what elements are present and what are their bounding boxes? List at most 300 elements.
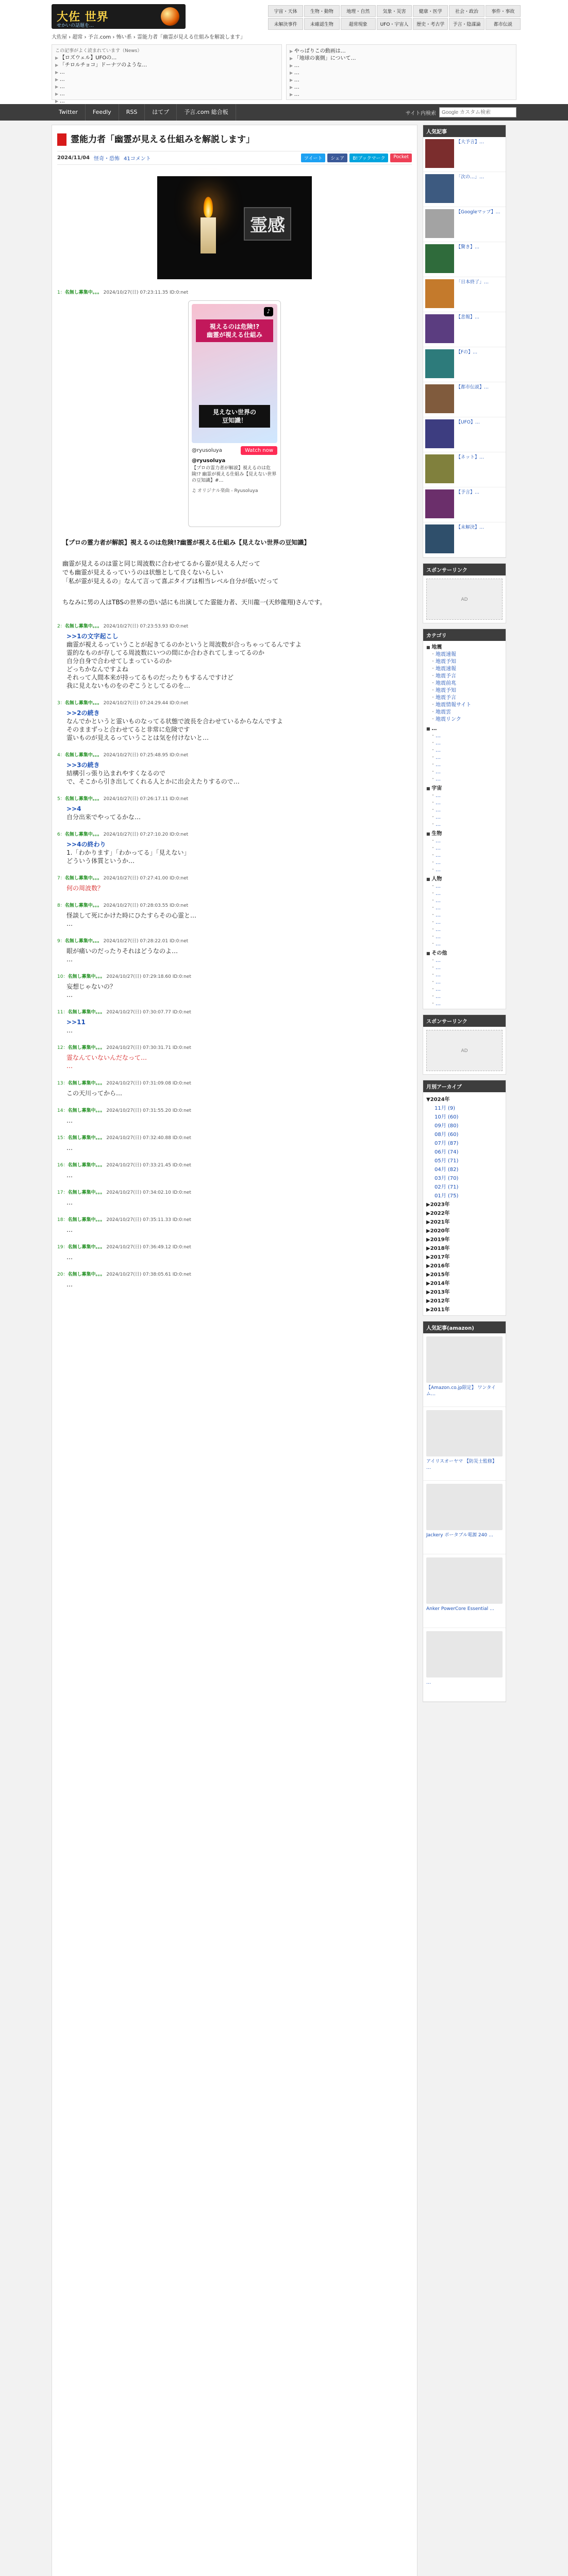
post-text: なんでかというと霊いものなってる状態で波長を合わせているからなんですよ そのままずっと合わせてると非常に危険です 霊いものが見えるっていうことは気を付けないと… (66, 718, 283, 741)
tiktok-handle[interactable]: @ryusoluya (192, 458, 226, 464)
category-item[interactable]: ・ … (426, 740, 503, 747)
post-body (66, 911, 412, 928)
comment-post (52, 1189, 417, 1207)
popular-article-title[interactable]: 【ネット】… (456, 455, 485, 460)
post-number: 17 (57, 1190, 63, 1195)
menu-link[interactable]: RSS (119, 104, 145, 121)
nav-item[interactable]: 超常現象 (341, 18, 376, 30)
nav-item[interactable]: 社会・政治 (449, 5, 484, 17)
link-item[interactable]: ▶ … (55, 91, 278, 98)
watch-now-button[interactable]: Watch now (241, 446, 277, 455)
intro-body: 幽霊が見えるのは霊と同じ周波数に合わせてるから霊が見える人だって でも幽霊が見えるっていうのは状態として良くないらしい 「私が霊が見えるの」なんて言って喜ぶタイプは相当レベル自分が低いだって (62, 560, 279, 585)
popular-article[interactable] (423, 487, 506, 522)
category-item[interactable]: ・ … (426, 776, 503, 783)
share-buttons (301, 154, 412, 162)
comment-post (52, 751, 417, 786)
site-logo[interactable] (52, 4, 186, 29)
post-number: 13 (57, 1081, 63, 1086)
category-group[interactable]: ■ … (426, 725, 503, 733)
link-box-title: この記事がよく読まれています（News） (55, 48, 142, 54)
archive-block (423, 1080, 506, 1316)
popular-article-title[interactable]: 【都市伝説】… (456, 385, 489, 390)
post-number: 20 (57, 1272, 63, 1277)
product-image[interactable] (426, 1336, 503, 1383)
post-header: 16：名無し募集中。。。 2024/10/27(日) 07:33:21.45 ID:0:net (57, 1163, 191, 1168)
article-thumbnail[interactable] (425, 454, 454, 483)
archive-year[interactable]: ▶2011年 (426, 1307, 450, 1313)
post-header: 19：名無し募集中。。。 2024/10/27(日) 07:36:49.12 ID:0:net (57, 1245, 191, 1250)
hatena-bookmark-button[interactable]: B!ブックマーク (349, 154, 388, 162)
link-item[interactable]: ▶ … (290, 62, 513, 70)
popular-article-title[interactable]: 【大予言】… (456, 140, 485, 145)
archive-year[interactable]: ▶2018年 (426, 1246, 450, 1251)
post-author: 名無し募集中。。。 (64, 753, 102, 758)
popular-article[interactable] (423, 207, 506, 242)
category-item[interactable]: ・ … (426, 897, 503, 905)
category-item[interactable]: ・ 地震予言 (426, 673, 503, 680)
post-header: 12：名無し募集中。。。 2024/10/27(日) 07:30:31.71 ID:0:net (57, 1045, 191, 1050)
post-author: 名無し募集中。。。 (68, 1190, 105, 1195)
comment-post (52, 1161, 417, 1179)
post-header: 15：名無し募集中。。。 2024/10/27(日) 07:32:40.88 ID:0:net (57, 1136, 191, 1141)
post-text: … (66, 1281, 73, 1288)
category-group[interactable]: ■ 地震 (426, 644, 503, 651)
link-item[interactable]: ▶ … (290, 77, 513, 84)
post-header: 9：名無し募集中。。。 2024/10/27(日) 07:28:22.01 ID:0:net (57, 939, 189, 944)
logo-subtitle: せかいの話題を… (57, 23, 94, 28)
tiktok-embed[interactable] (188, 300, 281, 527)
post-body (66, 1226, 412, 1234)
category-block (423, 629, 506, 1009)
tiktok-logo-icon: ♪ (264, 307, 273, 316)
popular-article-title[interactable]: 【Fの】… (456, 350, 478, 355)
nav-item[interactable]: 地理・自然 (341, 5, 376, 17)
post-anchor-link[interactable]: >>4 (66, 805, 81, 812)
link-item[interactable]: ▶ やっぱりこの動画は… (290, 48, 513, 55)
archive-month[interactable]: 05月 (71) (435, 1158, 459, 1164)
post-text: 自分出来でやってるかな… (66, 814, 141, 821)
post-number: 2 (57, 624, 60, 629)
menu-link[interactable]: 予言.com 総合板 (177, 104, 236, 121)
post-timestamp: 2024/10/27(日) 07:36:49.12 ID:0:net (106, 1245, 191, 1250)
tweet-button[interactable]: ツイート (301, 154, 326, 162)
archive-month[interactable]: 03月 (70) (435, 1176, 459, 1181)
post-body (66, 1198, 412, 1207)
article-category[interactable]: 怪奇・恐怖 (93, 156, 120, 162)
archive-year[interactable]: ▶2022年 (426, 1211, 450, 1216)
comment-post (52, 902, 417, 928)
category-group[interactable]: ■ 宇宙 (426, 785, 503, 792)
product-item[interactable] (423, 1407, 506, 1481)
category-item[interactable]: ・ … (426, 957, 503, 964)
link-item[interactable]: ▶ … (55, 69, 278, 76)
product-block (423, 1321, 506, 1702)
popular-article[interactable] (423, 522, 506, 557)
category-item[interactable]: ・ … (426, 852, 503, 859)
post-timestamp: 2024/10/27(日) 07:31:09.08 ID:0:net (106, 1081, 191, 1086)
post-body (66, 761, 412, 786)
category-item[interactable]: ・ 地震雲 (426, 709, 503, 716)
post-timestamp: 2024/10/27(日) 07:31:55.20 ID:0:net (106, 1108, 191, 1113)
post-text: … (66, 1226, 73, 1233)
article-date: 2024/11/04 (57, 155, 90, 161)
link-boxes (0, 42, 568, 104)
article-thumbnail[interactable] (425, 384, 454, 413)
link-list (290, 48, 513, 98)
archive-year[interactable]: ▶2012年 (426, 1298, 450, 1304)
nav-item[interactable]: UFO・宇宙人 (377, 18, 412, 30)
archive-year[interactable]: ▶2021年 (426, 1219, 450, 1225)
post-text: … (66, 1144, 73, 1151)
article-thumbnail[interactable] (425, 174, 454, 203)
nav-item[interactable]: 歴史・考古学 (413, 18, 448, 30)
post-header: 17：名無し募集中。。。 2024/10/27(日) 07:34:02.10 ID:0:net (57, 1190, 191, 1195)
category-item[interactable]: ・ … (426, 993, 503, 1001)
post-header: 6：名無し募集中。。。 2024/10/27(日) 07:27:10.20 ID:0:net (57, 832, 189, 837)
nav-item[interactable]: 都市伝説 (486, 18, 521, 30)
comment-post (52, 1134, 417, 1152)
product-image[interactable] (426, 1410, 503, 1456)
category-item[interactable]: ・ 地震前兆 (426, 680, 503, 687)
product-item[interactable] (423, 1333, 506, 1407)
post-timestamp: 2024/10/27(日) 07:24:29.44 ID:0:net (103, 701, 189, 706)
post-text: 何の周波数？ (66, 885, 104, 892)
article-thumbnail[interactable] (425, 244, 454, 273)
post-header: 1：名無し募集中。。。 2024/10/27(日) 07:23:11.35 ID:0:net (57, 290, 189, 295)
category-item[interactable]: ・ 地震情報サイト (426, 702, 503, 709)
comment-post (52, 1079, 417, 1097)
product-item[interactable] (423, 1481, 506, 1554)
post-number: 7 (57, 876, 60, 881)
product-image[interactable] (426, 1631, 503, 1677)
popular-article[interactable] (423, 347, 506, 382)
post-number: 9 (57, 939, 60, 944)
logo-sun-icon (161, 7, 179, 26)
post-text: … (66, 1199, 73, 1206)
link-item[interactable]: ▶ … (290, 84, 513, 91)
link-item[interactable]: ▶ 「チロルチョコ」ドーナツのような… (55, 62, 278, 69)
popular-article-title[interactable]: 【驚き】… (456, 245, 480, 250)
post-text: … (66, 1172, 73, 1179)
post-anchor-link[interactable]: >>4の終わり (66, 841, 106, 848)
nav-item[interactable]: 予言・陰謀論 (449, 18, 484, 30)
archive-month[interactable]: 11月 (9) (435, 1106, 456, 1111)
archive-title: 月別アーカイブ (423, 1080, 506, 1092)
article-hero-image (157, 176, 312, 279)
menu-bar (0, 104, 568, 121)
popular-article-title[interactable]: 「日本終了」… (456, 280, 489, 285)
comment-post (52, 1270, 417, 1289)
breadcrumb[interactable]: 大佐屋 › 超常 › 予言.com › 怖い系 › 霊能力者「幽霊が見える仕組みを解説します」 (0, 33, 568, 42)
category-item[interactable]: ・ 地震速報 (426, 651, 503, 658)
category-item[interactable]: ・ … (426, 919, 503, 926)
post-author: 名無し募集中。。。 (68, 1245, 105, 1250)
post-body (66, 1144, 412, 1152)
nav-item[interactable]: 気象・災害 (377, 5, 412, 17)
tiktok-caption: 【プロの霊力者が解説】視えるのは危険!? 幽霊が視える仕組み【見えない世界の豆知識】#… (192, 466, 277, 483)
nav-item[interactable]: 未解決事件 (268, 18, 303, 30)
category-item[interactable]: ・ … (426, 905, 503, 912)
post-author: 名無し募集中。。。 (64, 624, 102, 629)
article-thumbnail[interactable] (425, 419, 454, 448)
sidebar (423, 125, 506, 2576)
category-item[interactable]: ・ … (426, 941, 503, 948)
post-timestamp: 2024/10/27(日) 07:25:48.95 ID:0:net (103, 753, 189, 758)
popular-article[interactable] (423, 417, 506, 452)
post-author: 名無し募集中。。。 (68, 1081, 105, 1086)
archive-month[interactable]: 06月 (74) (435, 1149, 459, 1155)
post-number: 8 (57, 903, 60, 908)
popular-article[interactable] (423, 137, 506, 172)
article-thumbnail[interactable] (425, 489, 454, 518)
popular-article[interactable] (423, 242, 506, 277)
comment-post (52, 1216, 417, 1234)
article-thumbnail[interactable] (425, 314, 454, 343)
post-timestamp: 2024/10/27(日) 07:30:07.77 ID:0:net (106, 1010, 191, 1015)
popular-article-title[interactable]: 【未解決】… (456, 525, 485, 530)
category-item[interactable]: ・ … (426, 838, 503, 845)
category-item[interactable]: ・ … (426, 972, 503, 979)
product-title[interactable]: Anker PowerCore Essential … (426, 1606, 494, 1612)
archive-year[interactable]: ▶2016年 (426, 1263, 450, 1269)
post-anchor-link[interactable]: >>3の続き (66, 761, 100, 769)
archive-month[interactable]: 08月 (60) (435, 1132, 459, 1138)
post-header: 13：名無し募集中。。。 2024/10/27(日) 07:31:09.08 ID:0:net (57, 1081, 191, 1086)
category-group[interactable]: ■ 生物 (426, 831, 503, 838)
post-header: 8：名無し募集中。。。 2024/10/27(日) 07:28:03.55 ID:0:net (57, 903, 189, 908)
category-group[interactable]: ■ その他 (426, 950, 503, 957)
post-timestamp: 2024/10/27(日) 07:38:05.61 ID:0:net (106, 1272, 191, 1277)
post-timestamp: 2024/10/27(日) 07:27:41.00 ID:0:net (103, 876, 189, 881)
category-item[interactable]: ・ … (426, 761, 503, 769)
link-item[interactable]: ▶ 「地球の裏側」について… (290, 55, 513, 62)
popular-article-title[interactable]: 「次の…」… (456, 175, 485, 180)
archive-year[interactable]: ▶2023年 (426, 1202, 450, 1208)
post-author: 名無し募集中。。。 (64, 939, 102, 944)
archive-year[interactable]: ▼2024年 (426, 1097, 450, 1103)
nav-item[interactable]: 宇宙・天体 (268, 5, 303, 17)
article-thumbnail[interactable] (425, 524, 454, 553)
menu-link[interactable]: Feedly (86, 104, 119, 121)
post-text: 怪談して死にかけた時にひたすらその心霊と… … (66, 912, 197, 927)
link-item[interactable]: ▶ … (55, 76, 278, 83)
link-item[interactable]: ▶ … (55, 98, 278, 105)
facebook-share-button[interactable]: シェア (327, 154, 347, 162)
article-thumbnail[interactable] (425, 209, 454, 238)
article-thumbnail[interactable] (425, 279, 454, 308)
post-number: 16 (57, 1163, 63, 1168)
archive-month[interactable]: 04月 (82) (435, 1167, 459, 1173)
post-number: 19 (57, 1245, 63, 1250)
post-timestamp: 2024/10/27(日) 07:33:21.45 ID:0:net (106, 1163, 191, 1168)
post-number: 15 (57, 1136, 63, 1141)
category-group[interactable]: ■ 人物 (426, 876, 503, 883)
pocket-button[interactable]: Pocket (390, 154, 412, 162)
post-body (66, 709, 412, 742)
category-item[interactable]: ・ … (426, 883, 503, 890)
menu-link[interactable]: はてブ (145, 104, 177, 121)
post-number: 5 (57, 796, 60, 802)
product-title[interactable]: … (426, 1680, 431, 1685)
category-item[interactable]: ・ … (426, 1001, 503, 1008)
category-item[interactable]: ・ … (426, 926, 503, 934)
post-text: 眼が痛いのだったりそれはどうなのよ… … (66, 947, 178, 963)
category-title: カテゴリ (423, 629, 506, 641)
category-item[interactable]: ・ 地震予知 (426, 687, 503, 694)
category-item[interactable]: ・ … (426, 845, 503, 852)
archive-year[interactable]: ▶2014年 (426, 1281, 450, 1286)
archive-month[interactable]: 01月 (75) (435, 1193, 459, 1199)
post-timestamp: 2024/10/27(日) 07:26:17.11 ID:0:net (103, 796, 189, 802)
post-text: 幽霊が視えるっていうことが起きてるのかというと周波数が合っちゃってるんですよ 霊的なものが存してる周波数にいつの間にか合わされてしまってるのか 自分自身で合わせてしまっているのか どっちかなんですよね それって人間本来が持ってるものだったりもするんですけど 我に見えないものをのぞこうとしてるのを… (66, 641, 302, 689)
post-timestamp: 2024/10/27(日) 07:23:53.93 ID:0:net (103, 624, 189, 629)
comment-list (52, 622, 417, 1289)
sponsor-title-2: スポンサーリンク (423, 1015, 506, 1027)
hero-label: 霊感 (244, 207, 291, 241)
category-item[interactable]: ・ 地震予言 (426, 694, 503, 702)
category-item[interactable]: ・ … (426, 934, 503, 941)
popular-article[interactable] (423, 172, 506, 207)
link-item[interactable]: ▶ … (290, 70, 513, 77)
popular-title: 人気記事 (423, 125, 506, 137)
post-body (66, 840, 412, 865)
archive-month[interactable]: 02月 (71) (435, 1184, 459, 1190)
candle-icon (201, 217, 216, 253)
archive-year[interactable]: ▶2017年 (426, 1255, 450, 1260)
comment-post (52, 831, 417, 865)
post-1 (52, 289, 417, 295)
post-header: 7：名無し募集中。。。 2024/10/27(日) 07:27:41.00 ID:0:net (57, 876, 189, 881)
category-item[interactable]: ・ … (426, 800, 503, 807)
category-item[interactable]: ・ … (426, 733, 503, 740)
post-body (66, 1089, 412, 1097)
post-author: 名無し募集中。。。 (68, 1272, 105, 1277)
category-item[interactable]: ・ … (426, 867, 503, 874)
post-author: 名無し募集中。。。 (68, 1010, 105, 1015)
product-title[interactable]: Jackery ポータブル電源 240 … (426, 1533, 493, 1538)
archive-year[interactable]: ▶2015年 (426, 1272, 450, 1278)
category-item[interactable]: ・ … (426, 769, 503, 776)
archive-year[interactable]: ▶2019年 (426, 1237, 450, 1243)
category-item[interactable]: ・ … (426, 979, 503, 986)
post-text: 妄想じゃないの？ … (66, 983, 116, 998)
post-number: 12 (57, 1045, 63, 1050)
archive-month[interactable]: 10月 (60) (435, 1114, 459, 1120)
post-text: 結構引っ張り込まれやすくなるので で、そこから引き出してくれる人とかに出会えたりするので… (66, 770, 240, 785)
category-item[interactable]: ・ … (426, 964, 503, 972)
post-author: 名無し募集中。。。 (68, 1136, 105, 1141)
post-anchor-link[interactable]: >>1の文字起こし (66, 633, 119, 640)
category-item[interactable]: ・ 地震速報 (426, 666, 503, 673)
archive-year[interactable]: ▶2013年 (426, 1290, 450, 1295)
article-thumbnail[interactable] (425, 139, 454, 168)
category-item[interactable]: ・ 地震予知 (426, 658, 503, 666)
post-timestamp: 2024/10/27(日) 07:30:31.71 ID:0:net (106, 1045, 191, 1050)
menu-link[interactable]: Twitter (52, 104, 86, 121)
article-comment-count[interactable]: 41コメント (123, 156, 151, 162)
link-item[interactable]: ▶ … (290, 91, 513, 98)
category-item[interactable]: ・ … (426, 859, 503, 867)
video-caption-top: 視えるのは危険!? 幽霊が視える仕組み (196, 319, 273, 342)
post-header: 4：名無し募集中。。。 2024/10/27(日) 07:25:48.95 ID:0:net (57, 753, 189, 758)
comment-post (52, 874, 417, 892)
product-item[interactable] (423, 1554, 506, 1628)
link-box (52, 44, 282, 104)
comment-post (52, 1008, 417, 1035)
post-anchor-link[interactable]: >>11 (66, 1019, 86, 1026)
product-image[interactable] (426, 1484, 503, 1530)
archive-month[interactable]: 09月 (80) (435, 1123, 459, 1129)
popular-article-title[interactable]: 【Googleマップ】… (456, 210, 500, 215)
link-item[interactable]: ▶ 【ロズウェル】UFOの… (55, 55, 278, 62)
ad-slot-2[interactable]: AD (426, 1030, 503, 1071)
post-author: 名無し募集中。。。 (64, 832, 102, 837)
category-item[interactable]: ・ 地震リンク (426, 716, 503, 723)
archive-year[interactable]: ▶2020年 (426, 1228, 450, 1234)
category-item[interactable]: ・ … (426, 986, 503, 993)
category-item[interactable]: ・ … (426, 754, 503, 761)
popular-article[interactable] (423, 312, 506, 347)
category-item[interactable]: ・ … (426, 821, 503, 828)
post-header: 5：名無し募集中。。。 2024/10/27(日) 07:26:17.11 ID:0:net (57, 796, 189, 802)
product-image[interactable] (426, 1557, 503, 1604)
post-timestamp: 2024/10/27(日) 07:35:11.33 ID:0:net (106, 1217, 191, 1223)
post-author: 名無し募集中。。。 (68, 1163, 105, 1168)
logo-text: 大佐 世界 (57, 10, 109, 24)
product-title[interactable]: アイリスオーヤマ 【防災士監修】 … (426, 1459, 497, 1470)
popular-article-title[interactable]: 【UFO】… (456, 420, 480, 425)
archive-month[interactable]: 07月 (87) (435, 1141, 459, 1146)
ad-slot[interactable]: AD (426, 579, 503, 620)
post-body (66, 1116, 412, 1125)
article-thumbnail[interactable] (425, 349, 454, 378)
post-body (66, 1253, 412, 1261)
nav-item[interactable]: 事件・事故 (486, 5, 521, 17)
category-item[interactable]: ・ … (426, 747, 503, 754)
post-header: 2：名無し募集中。。。 2024/10/27(日) 07:23:53.93 ID:0:net (57, 624, 189, 629)
post-header: 14：名無し募集中。。。 2024/10/27(日) 07:31:55.20 ID:0:net (57, 1108, 191, 1113)
category-item[interactable]: ・ … (426, 792, 503, 800)
tiktok-video[interactable] (192, 304, 277, 443)
category-item[interactable]: ・ … (426, 890, 503, 897)
tiktok-sound[interactable]: ♫ オリジナル楽曲 - Ryusoluya (192, 488, 258, 494)
popular-article[interactable] (423, 277, 506, 312)
nav-item[interactable]: 生物・動物 (304, 5, 339, 17)
popular-article-title[interactable]: 【予言】… (456, 490, 480, 495)
popular-article[interactable] (423, 452, 506, 487)
post-body (66, 805, 412, 821)
post-text: … (66, 1027, 73, 1034)
popular-article-title[interactable]: 【悲報】… (456, 315, 480, 320)
product-title[interactable]: 【Amazon.co.jp限定】 ワンタイム… (426, 1385, 496, 1397)
sponsor-block-1 (423, 563, 506, 623)
post-author: 名無し募集中。。。 (68, 1108, 105, 1113)
nav-item[interactable]: 未確認生物 (304, 18, 339, 30)
post-header: 18：名無し募集中。。。 2024/10/27(日) 07:35:11.33 ID:0:net (57, 1217, 191, 1223)
search-input[interactable] (439, 107, 516, 117)
post-anchor-link[interactable]: >>2の続き (66, 709, 100, 717)
popular-article[interactable] (423, 382, 506, 417)
nav-item[interactable]: 健康・医学 (413, 5, 448, 17)
tiktok-author[interactable]: @ryusoluya (192, 448, 222, 453)
category-item[interactable]: ・ … (426, 814, 503, 821)
category-item[interactable]: ・ … (426, 912, 503, 919)
article-title: 霊能力者「幽霊が見える仕組みを解説します」 (57, 133, 412, 146)
category-item[interactable]: ・ … (426, 807, 503, 814)
post-author: 名無し募集中。。。 (68, 1045, 105, 1050)
link-item[interactable]: ▶ … (55, 83, 278, 91)
product-item[interactable] (423, 1628, 506, 1702)
